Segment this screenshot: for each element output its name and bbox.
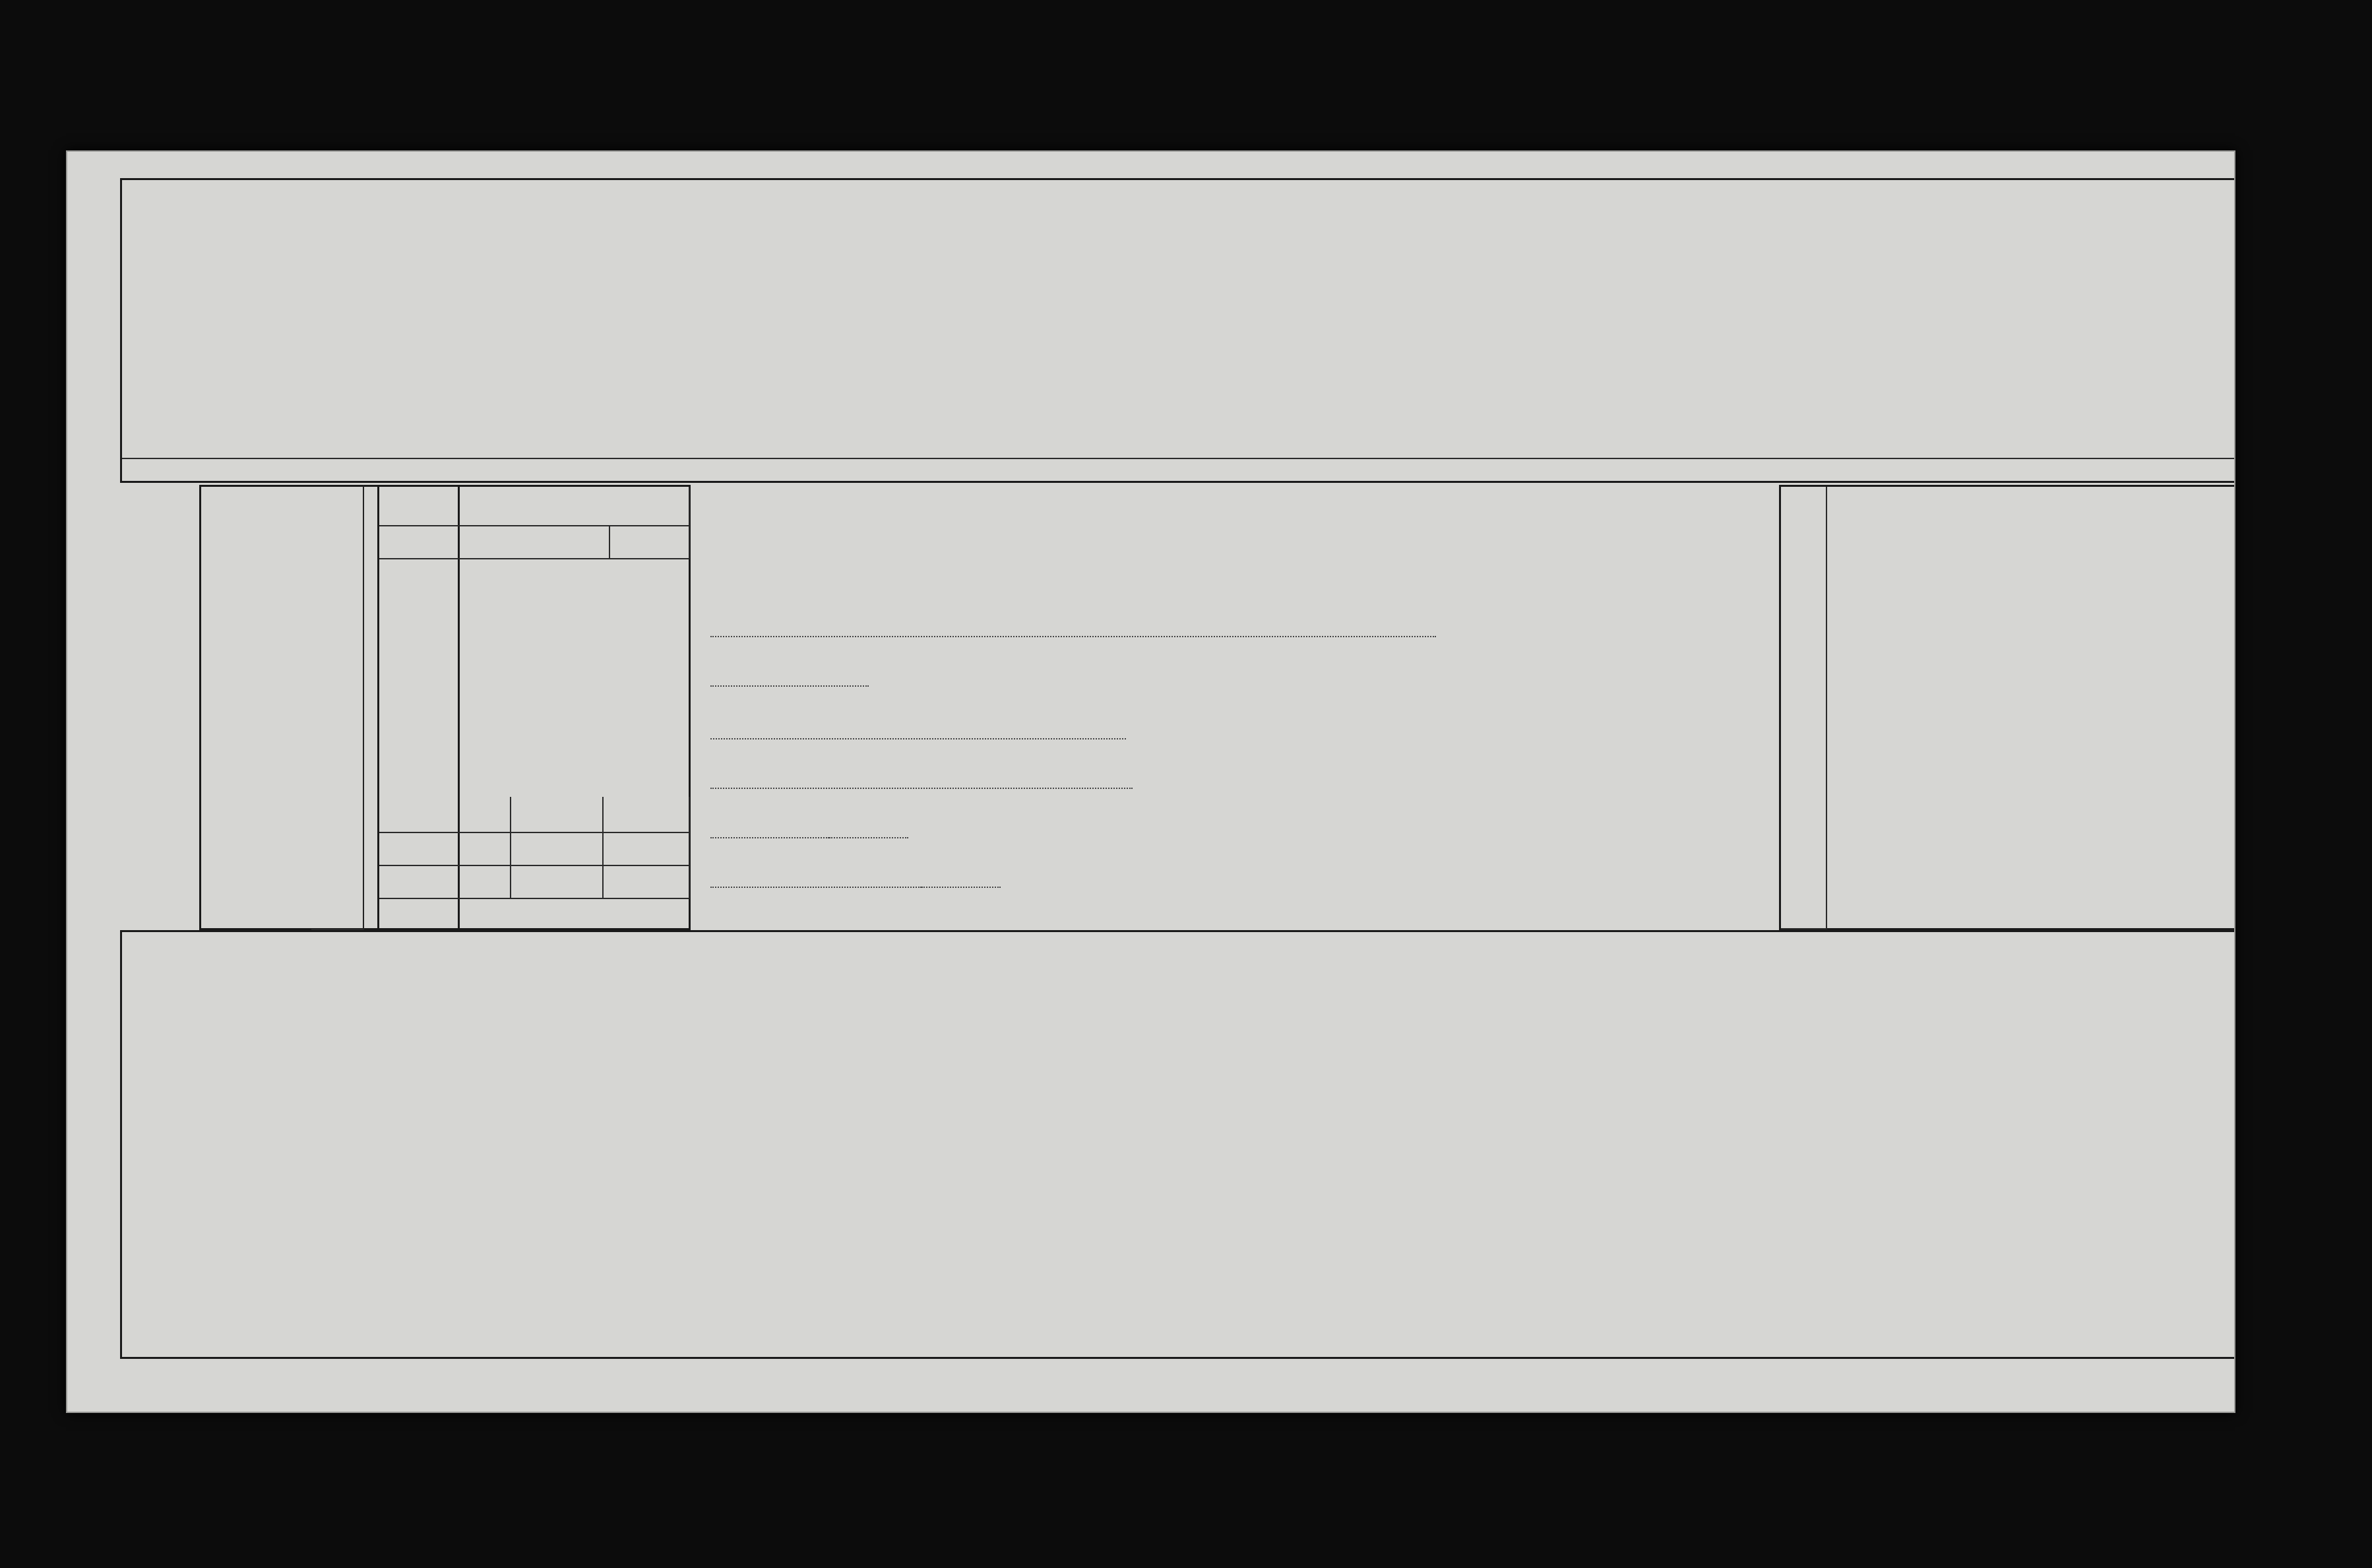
desyatin-header	[511, 797, 604, 833]
population-table	[1779, 485, 2235, 930]
question-6	[710, 864, 1001, 888]
question-1b	[710, 613, 1436, 637]
vine-desyatin-value	[511, 866, 604, 899]
private-farm-questions	[691, 485, 1779, 930]
crops-table	[120, 178, 2235, 483]
question-3	[710, 716, 1126, 739]
question-5	[710, 815, 908, 838]
vine-korney-value	[604, 866, 690, 899]
fruit-korney-value	[604, 833, 690, 866]
lease-table	[120, 930, 2235, 1359]
has-label	[379, 797, 511, 833]
workers-title	[311, 485, 364, 930]
crops-banner	[122, 434, 2235, 459]
trade-title	[379, 487, 690, 526]
question-2	[710, 663, 869, 687]
question-4	[710, 765, 1133, 789]
vineyard-label	[379, 866, 511, 899]
census-card-sheet	[66, 150, 2235, 1413]
population-title	[1781, 487, 1827, 929]
fruit-desyatin-value	[511, 833, 604, 866]
trade-qty-header	[610, 526, 690, 559]
fruit-garden-label	[379, 833, 511, 866]
trade-table	[377, 485, 691, 930]
korney-header	[604, 797, 690, 833]
trade-name-header	[379, 526, 610, 559]
